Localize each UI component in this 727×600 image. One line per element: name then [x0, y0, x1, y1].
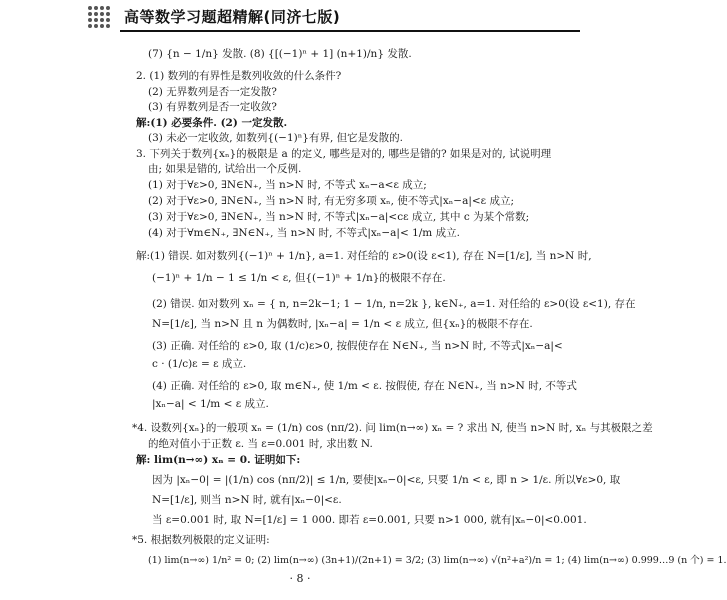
text-line: 由; 如果是错的, 试给出一个反例. [148, 163, 302, 175]
text-line: (3) 有界数列是否一定收敛? [148, 101, 277, 113]
text-line: (2) 无界数列是否一定发散? [148, 86, 277, 98]
text-line: 当 ε=0.001 时, 取 N=[1/ε] = 1 000. 即若 ε=0.001, 只要 n>1 000, 就有|xₙ−0|<0.001. [152, 514, 587, 526]
text-line: (7) {n − 1/n} 发散. (8) {[(−1)ⁿ + 1] (n+1)/n} 发散. [148, 48, 412, 60]
book-title: 高等数学习题超精解(同济七版) [124, 8, 341, 26]
text-line: (4) 对于∀m∈N₊, ∃N∈N₊, 当 n>N 时, 不等式|xₙ−a|< 1/m 成立. [148, 227, 460, 239]
text-line: (1) lim(n→∞) 1/n² = 0; (2) lim(n→∞) (3n+1)/(2n+1) = 3/2; (3) lim(n→∞) √(n²+a²)/n = 1; (4) lim(n→∞) 0.999…9 (n 个) = 1. [148, 555, 727, 566]
text-line: 2. (1) 数列的有界性是数列收敛的什么条件? [136, 70, 342, 82]
text-line: 解: lim(n→∞) xₙ = 0. 证明如下: [136, 454, 301, 466]
text-line: 3. 下列关于数列{xₙ}的极限是 a 的定义, 哪些是对的, 哪些是错的? 如果是对的, 试说明理 [136, 148, 552, 160]
text-line: (3) 对于∀ε>0, ∃N∈N₊, 当 n>N 时, 不等式|xₙ−a|<cε 成立, 其中 c 为某个常数; [148, 211, 530, 223]
text-line: (2) 错误. 如对数列 xₙ = { n, n=2k−1; 1 − 1/n, n=2k }, k∈N₊, a=1. 对任给的 ε>0(设 ε<1), 存在 [152, 298, 636, 310]
text-line: *4. 设数列{xₙ}的一般项 xₙ = (1/n) cos (nπ/2). 问 lim(n→∞) xₙ = ? 求出 N, 使当 n>N 时, xₙ 与其极限之差 [132, 422, 653, 434]
text-line: 解:(1) 错误. 如对数列{(−1)ⁿ + 1/n}, a=1. 对任给的 ε>0(设 ε<1), 存在 N=[1/ε], 当 n>N 时, [136, 250, 592, 262]
text-line: c · (1/c)ε = ε 成立. [152, 358, 247, 370]
text-line: N=[1/ε], 当 n>N 且 n 为偶数时, |xₙ−a| = 1/n < ε 成立, 但{xₙ}的极限不存在. [152, 318, 533, 330]
text-line: (3) 正确. 对任给的 ε>0, 取 (1/c)ε>0, 按假使存在 N∈N₊, 当 n>N 时, 不等式|xₙ−a|< [152, 340, 563, 352]
text-line: 因为 |xₙ−0| = |(1/n) cos (nπ/2)| ≤ 1/n, 要使|xₙ−0|<ε, 只要 1/n < ε, 即 n > 1/ε. 所以∀ε>0, 取 [152, 474, 621, 486]
text-line: (3) 未必一定收敛, 如数列{(−1)ⁿ}有界, 但它是发散的. [148, 132, 403, 144]
text-line: *5. 根据数列极限的定义证明: [132, 534, 270, 546]
text-line: 解:(1) 必要条件. (2) 一定发散. [136, 117, 288, 129]
text-line: |xₙ−a| < 1/m < ε 成立. [152, 398, 269, 410]
text-line: 的绝对值小于正数 ε. 当 ε=0.001 时, 求出数 N. [148, 438, 373, 450]
text-line: N=[1/ε], 则当 n>N 时, 就有|xₙ−0|<ε. [152, 494, 342, 506]
text-line: (−1)ⁿ + 1/n − 1 ≤ 1/n < ε, 但{(−1)ⁿ + 1/n}的极限不存在. [152, 272, 446, 284]
text-line: (4) 正确. 对任给的 ε>0, 取 m∈N₊, 使 1/m < ε. 按假使, 存在 N∈N₊, 当 n>N 时, 不等式 [152, 380, 577, 392]
text-line: (1) 对于∀ε>0, ∃N∈N₊, 当 n>N 时, 不等式 xₙ−a<ε 成立; [148, 179, 427, 191]
page-number: · 8 · [289, 572, 311, 585]
text-line: (2) 对于∀ε>0, ∃N∈N₊, 当 n>N 时, 有无穷多项 xₙ, 使不等式|xₙ−a|<ε 成立; [148, 195, 514, 207]
